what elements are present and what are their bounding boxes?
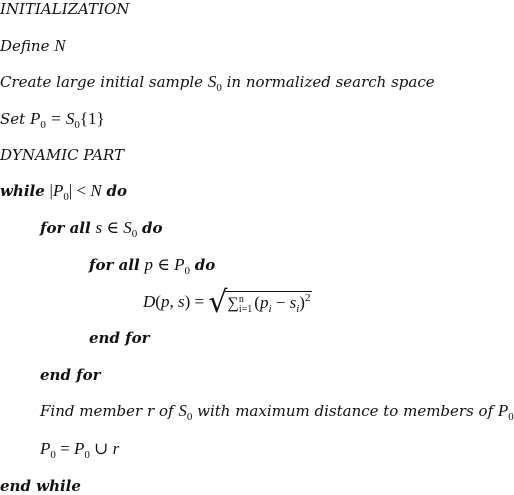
initialization-header: INITIALIZATION xyxy=(0,0,130,18)
inner-end-for: end for xyxy=(89,329,150,347)
union-update-line: $P_0 = P_0$ ∪ r xyxy=(40,439,120,461)
outer-end-for: end for xyxy=(40,366,101,384)
create-sample-line: Create large initial sample $S_0$ in normalized search space xyxy=(0,72,435,94)
set-line: Set $P_0 = S_0\{1\}$ xyxy=(0,109,105,131)
while-line: while $|P_0| < N$ do xyxy=(0,181,127,203)
end-while: end while xyxy=(0,477,81,495)
inner-for-line: for all p ∈ $P_0$ do xyxy=(89,255,216,277)
distance-formula: D(p, s) = √∑ n i=1 $(p_i - s_i)^2$ xyxy=(143,285,311,320)
dynamic-part-header: DYNAMIC PART xyxy=(0,146,124,164)
square-root: √∑ n i=1 $(p_i - s_i)^2$ xyxy=(208,285,311,320)
find-member-line: Find member r of $S_0$ with maximum distance to members of $P_0$ xyxy=(40,401,514,423)
define-line: Define N xyxy=(0,36,66,55)
outer-for-line: for all s ∈ $S_0$ do xyxy=(40,218,163,240)
